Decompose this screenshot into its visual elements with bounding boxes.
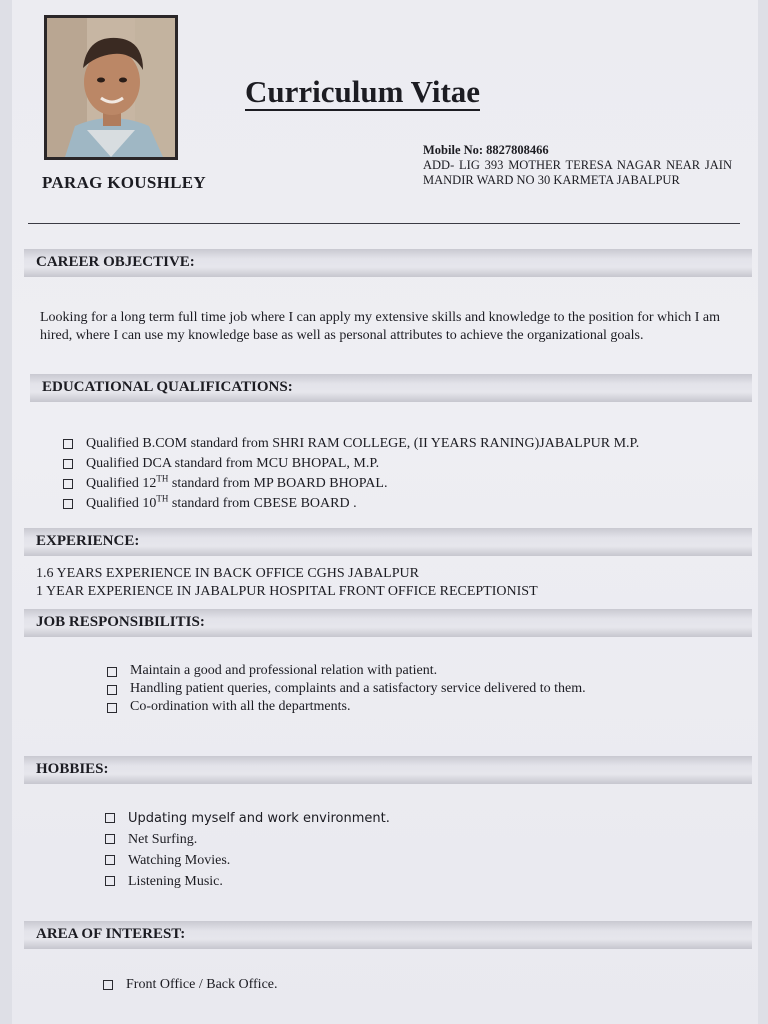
experience-line: 1 YEAR EXPERIENCE IN JABALPUR HOSPITAL FRONT OFFICE RECEPTIONIST — [36, 584, 538, 599]
education-list — [63, 434, 639, 514]
responsibility-text: Maintain a good and professional relation with patient. — [130, 663, 438, 678]
document-title: Curriculum Vitae — [245, 74, 481, 109]
list-item — [63, 434, 639, 454]
candidate-name: PARAG KOUSHLEY — [42, 173, 206, 192]
checkbox-bullet-icon — [63, 479, 73, 489]
career-objective-text: Looking for a long term full time job where I can apply my extensive skills and knowledge to the position for which I am hired, where I can use my knowledge base as well as personal attributes to achieve the organizational goals. — [40, 310, 721, 343]
mobile-number: Mobile No: 8827808466 — [423, 143, 549, 157]
hobbies-list — [105, 808, 390, 892]
section-heading-responsibilities: JOB RESPONSIBILITIS: — [24, 609, 752, 637]
education-item-text: Qualified 10 — [86, 496, 157, 511]
section-heading-experience: EXPERIENCE: — [24, 528, 752, 556]
ordinal-suffix: TH — [156, 493, 169, 504]
checkbox-bullet-icon — [63, 499, 73, 509]
education-item-text: Qualified DCA standard from MCU BHOPAL, M.P. — [86, 456, 380, 471]
list-item — [105, 871, 390, 892]
list-item — [105, 850, 390, 871]
checkbox-bullet-icon — [107, 703, 117, 713]
checkbox-bullet-icon — [63, 439, 73, 449]
checkbox-bullet-icon — [105, 876, 115, 886]
responsibility-text: Co-ordination with all the departments. — [130, 699, 351, 714]
list-item — [63, 494, 639, 514]
section-heading-hobbies: HOBBIES: — [24, 756, 752, 784]
checkbox-bullet-icon — [63, 459, 73, 469]
responsibility-text: Handling patient queries, complaints and a satisfactory service delivered to them. — [130, 681, 586, 696]
list-item — [63, 474, 639, 494]
contact-block — [423, 143, 732, 188]
interest-text: Front Office / Back Office. — [126, 977, 278, 992]
section-heading-career: CAREER OBJECTIVE: — [24, 249, 752, 277]
list-item — [107, 680, 586, 698]
list-item — [63, 454, 639, 474]
education-item-text: standard from CBESE BOARD . — [168, 496, 357, 511]
hobby-text: Net Surfing. — [128, 832, 198, 847]
checkbox-bullet-icon — [105, 855, 115, 865]
responsibilities-list — [107, 662, 586, 716]
education-item-text: standard from MP BOARD BHOPAL. — [168, 476, 388, 491]
list-item — [107, 662, 586, 680]
address: ADD- LIG 393 MOTHER TERESA NAGAR NEAR JAIN MANDIR WARD NO 30 KARMETA JABALPUR — [423, 158, 732, 187]
experience-lines — [36, 565, 538, 601]
profile-photo — [44, 15, 178, 160]
list-item — [105, 829, 390, 850]
education-item-text: Qualified B.COM standard from SHRI RAM COLLEGE, (II YEARS RANING)JABALPUR M.P. — [86, 436, 640, 451]
header-divider — [28, 223, 740, 224]
section-heading-interest: AREA OF INTEREST: — [24, 921, 752, 949]
list-item — [103, 975, 278, 995]
hobby-text: Updating myself and work environment. — [128, 811, 390, 826]
interest-list — [103, 975, 278, 995]
hobby-text: Watching Movies. — [128, 853, 231, 868]
education-item-text: Qualified 12 — [86, 476, 157, 491]
profile-photo-image — [47, 18, 175, 157]
hobby-text: Listening Music. — [128, 874, 223, 889]
list-item — [107, 698, 586, 716]
checkbox-bullet-icon — [107, 685, 117, 695]
checkbox-bullet-icon — [107, 667, 117, 677]
list-item — [105, 808, 390, 829]
ordinal-suffix: TH — [156, 473, 169, 484]
checkbox-bullet-icon — [105, 834, 115, 844]
experience-line: 1.6 YEARS EXPERIENCE IN BACK OFFICE CGHS JABALPUR — [36, 566, 419, 581]
checkbox-bullet-icon — [103, 980, 113, 990]
section-heading-education: EDUCATIONAL QUALIFICATIONS: — [30, 374, 752, 402]
checkbox-bullet-icon — [105, 813, 115, 823]
